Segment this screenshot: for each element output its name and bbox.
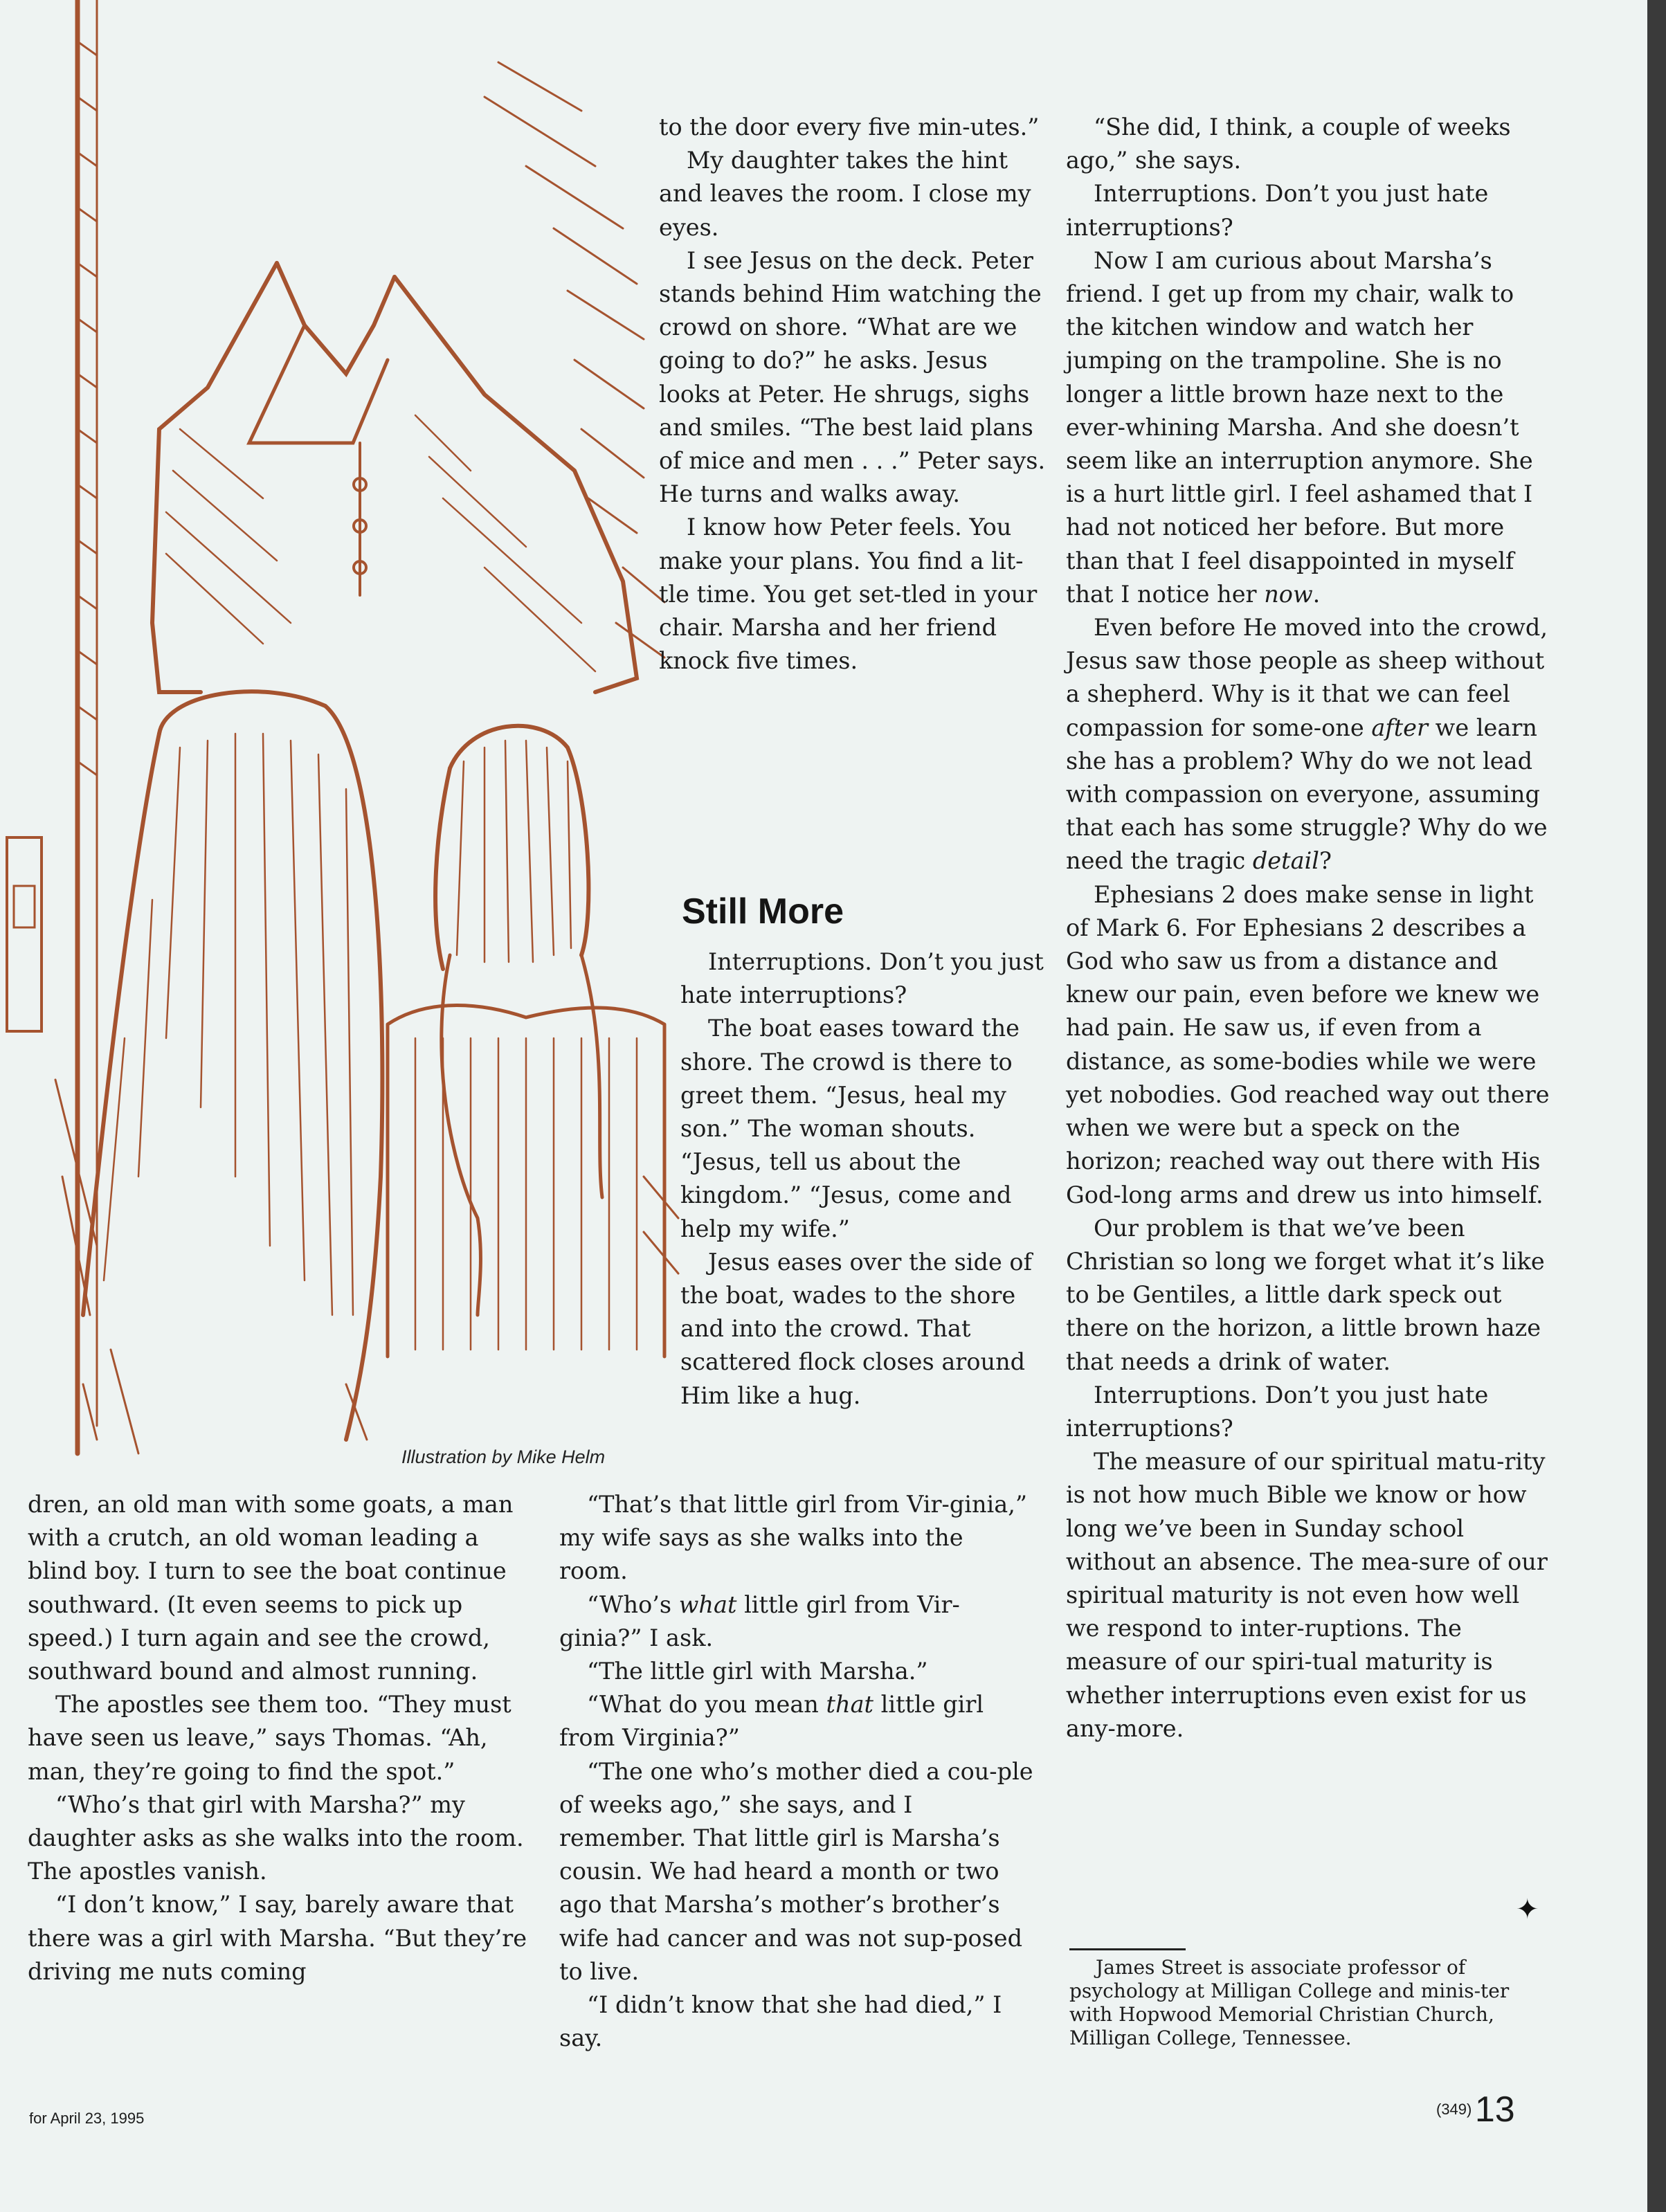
text-run: “Who’s	[587, 1590, 679, 1618]
paragraph: “I didn’t know that she had died,” I say.	[559, 1991, 1002, 2052]
column-1-text	[28, 1488, 533, 1988]
paragraph: Interruptions. Don’t you just hate interruptions?	[1066, 180, 1489, 241]
text-run: little girl from Virginia?”	[559, 1691, 984, 1752]
illustration-two-girls	[0, 0, 692, 1467]
emphasis: now	[1264, 580, 1313, 608]
column-2-top-text	[659, 111, 1047, 678]
column-2-mid-text	[680, 945, 1054, 1413]
section-heading: Still More	[682, 891, 844, 932]
paragraph: Our problem is that we’ve been Christian so long we forget what it’s like to be Gentiles, a little dark speck out there on the horizon, a little brown haze that needs a drink of water.	[1066, 1214, 1545, 1375]
emphasis: detail	[1252, 847, 1319, 875]
text-run: ?	[1319, 847, 1332, 875]
paragraph	[559, 1588, 1037, 1655]
paragraph: “That’s that little girl from Vir-ginia,” my wife says as she walks into the room.	[559, 1491, 1028, 1585]
paragraph	[1066, 611, 1550, 878]
paragraph: Ephesians 2 does make sense in light of Mark 6. For Ephesians 2 describes a God who saw us from a distance and knew our pain, even before we knew we had pain. He saw us, if even from a distance, as some-bodies while we were yet nobodies. God reached way out there when we were but a speck on the horizon; reached way out there with His God-long arms and drew us into himself.	[1066, 880, 1550, 1208]
paragraph: I see Jesus on the deck. Peter stands behind Him watching the crowd on shore. “What are we going to do?” he asks. Jesus looks at Peter. He shrugs, sighs and smiles. “The best laid plans of mice and men . . .” Peter says. He turns and walks away.	[659, 246, 1046, 508]
emphasis: that	[826, 1691, 874, 1719]
paragraph: Jesus eases over the side of the boat, wades to the shore and into the crowd. That scattered flock closes around Him like a hug.	[680, 1248, 1033, 1409]
end-mark-icon: ✦	[1516, 1894, 1539, 1925]
text-run: .	[1312, 580, 1321, 608]
paragraph: Interruptions. Don’t you just hate interruptions?	[680, 948, 1044, 1009]
paragraph: The boat eases toward the shore. The crowd is there to greet them. “Jesus, heal my son.” The woman shouts. “Jesus, tell us about the kingdom.” “Jesus, come and help my wife.”	[680, 1015, 1020, 1242]
paragraph: dren, an old man with some goats, a man with a crutch, an old woman leading a blind boy. I turn to see the boat continue southward. (It even seems to pick up speed.) I turn again and see the crowd, southward bound and almost running.	[28, 1491, 514, 1685]
footer-page	[1436, 2089, 1515, 2130]
column-2-bottom-text	[559, 1488, 1037, 2055]
column-3-text	[1066, 111, 1550, 1746]
text-run: little girl from Vir-ginia?” I ask.	[559, 1590, 960, 1651]
paragraph	[559, 1688, 1037, 1755]
page-number: 13	[1474, 2089, 1515, 2130]
footer-date: for April 23, 1995	[29, 2110, 145, 2127]
paragraph: My daughter takes the hint and leaves the room. I close my eyes.	[659, 147, 1031, 241]
paragraph: I know how Peter feels. You make your plans. You find a lit-tle time. You get set-tled in your chair. Marsha and her friend knock five times.	[659, 514, 1038, 675]
emphasis: after	[1371, 714, 1429, 741]
text-run: “What do you mean	[587, 1691, 826, 1719]
text-run: Now I am curious about Marsha’s friend. I get up from my chair, walk to the kitchen window and watch her jumping on the trampoline. She is no longer a little brown haze next to the ever-whining Marsha. And she doesn’t seem like an interruption anymore. She is a hurt little girl. I feel ashamed that I had not noticed her before. But more than that I feel disappointed in myself that I notice her	[1066, 246, 1533, 608]
paragraph: “Who’s that girl with Marsha?” my daughter asks as she walks into the room. The apostles vanish.	[28, 1791, 524, 1885]
paragraph: Interruptions. Don’t you just hate interruptions?	[1066, 1381, 1489, 1442]
author-bio-text: James Street is associate professor of psychology at Milligan College and minis-ter with Hopwood Memorial Christian Church, Milligan College, Tennessee.	[1069, 1956, 1510, 2049]
paragraph: “She did, I think, a couple of weeks ago,” she says.	[1066, 114, 1511, 174]
paragraph: “I don’t know,” I say, barely aware that there was a girl with Marsha. “But they’re driving me nuts coming	[28, 1891, 527, 1985]
paragraph	[1066, 244, 1550, 611]
bio-divider	[1069, 1948, 1186, 1950]
text-run: we learn she has a problem? Why do we not lead with compassion on everyone, assuming that each has some struggle? Why do we need the tragic	[1066, 714, 1548, 875]
page-code: (349)	[1436, 2101, 1472, 2118]
paragraph: The apostles see them too. “They must have seen us leave,” says Thomas. “Ah, man, they’re going to find the spot.”	[28, 1691, 511, 1785]
paragraph: “The little girl with Marsha.”	[587, 1658, 928, 1685]
author-bio	[1069, 1956, 1526, 2050]
illustration-credit: Illustration by Mike Helm	[401, 1447, 606, 1467]
text-run: Even before He moved into the crowd, Jesus saw those people as sheep without a shepherd. Why is it that we can feel compassion for some-one	[1066, 614, 1548, 741]
paragraph: to the door every five min-utes.”	[659, 114, 1040, 140]
paragraph: “The one who’s mother died a cou-ple of weeks ago,” she says, and I remember. That little girl is Marsha’s cousin. We had heard a month or two ago that Marsha’s mother’s brother’s wife had cancer and was not sup-posed to live.	[559, 1757, 1033, 1985]
paragraph: The measure of our spiritual matu-rity is not how much Bible we know or how long we’ve been in Sunday school without an absence. The mea-sure of our spiritual maturity is not even how well we respond to inter-ruptions. The measure of our spiri-tual maturity is whether interruptions even exist for us any-more.	[1066, 1448, 1548, 1742]
page-edge-shadow	[1647, 0, 1666, 2212]
emphasis: what	[678, 1590, 737, 1618]
